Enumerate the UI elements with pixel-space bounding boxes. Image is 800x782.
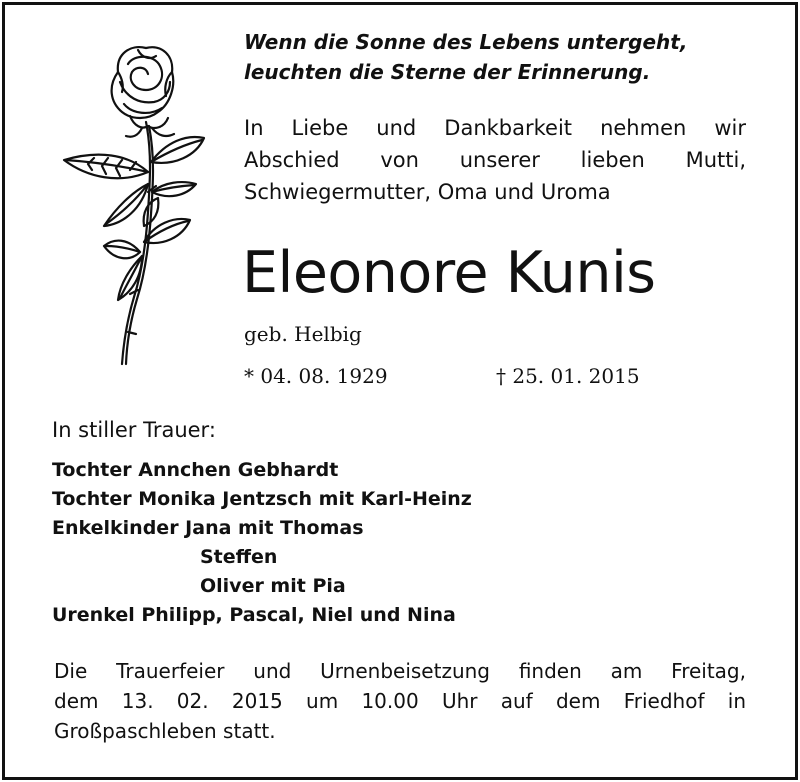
mourners-list: [52, 456, 472, 630]
birth-date: * 04. 08. 1929: [244, 364, 388, 388]
motto-line-1: Wenn die Sonne des Lebens untergeht,: [244, 30, 688, 54]
notice-line-3: Großpaschleben statt.: [54, 719, 276, 743]
death-date: † 25. 01. 2015: [496, 364, 640, 388]
rose-icon: [58, 42, 208, 372]
mourner-line: Tochter Monika Jentzsch mit Karl-Heinz: [52, 488, 472, 510]
funeral-notice: [54, 656, 746, 746]
mourner-line: Enkelkinder Jana mit Thomas: [52, 517, 364, 539]
mourner-line: Tochter Annchen Gebhardt: [52, 459, 339, 481]
notice-line-2: dem 13. 02. 2015 um 10.00 Uhr auf dem Friedhof in: [54, 689, 746, 713]
maiden-name: geb. Helbig: [244, 322, 362, 346]
intro-line-2: Abschied von unserer lieben Mutti,: [244, 148, 746, 172]
mourner-line: Urenkel Philipp, Pascal, Niel und Nina: [52, 604, 456, 626]
mourning-label: In stiller Trauer:: [52, 418, 216, 442]
motto-line-2: leuchten die Sterne der Erinnerung.: [244, 60, 651, 84]
intro-line-3: Schwiegermutter, Oma und Uroma: [244, 180, 611, 204]
intro-line-1: In Liebe und Dankbarkeit nehmen wir: [244, 116, 746, 140]
notice-line-1: Die Trauerfeier und Urnenbeisetzung finden am Freitag,: [54, 659, 746, 683]
mourner-line: Oliver mit Pia: [200, 575, 346, 597]
intro-text: [244, 112, 746, 208]
mourner-line: Steffen: [200, 546, 278, 568]
deceased-name: Eleonore Kunis: [242, 240, 656, 306]
